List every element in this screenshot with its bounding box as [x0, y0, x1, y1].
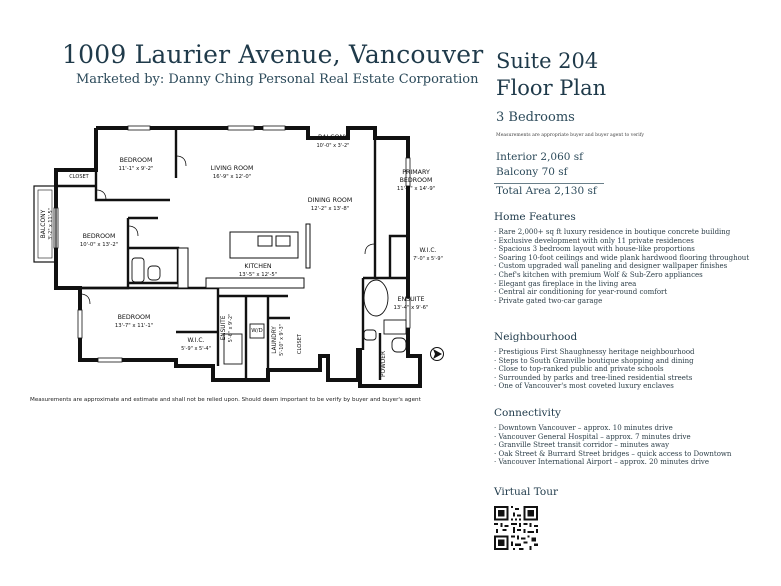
connectivity-list [494, 424, 731, 467]
list-item: · Custom upgraded wall paneling and designer wallpaper finishes [494, 262, 728, 271]
room-balcony-top-name: BALCONY [317, 134, 349, 141]
room-laundry-dims: 5'-10" x 9'-3" [280, 324, 285, 356]
list-item: · Spacious 3 bedroom layout with house-like proportions [494, 245, 695, 254]
area-divider [494, 183, 604, 184]
room-wd-name: W/D [251, 328, 263, 334]
room-primary-dims: 11'-9" x 14'-9" [396, 186, 436, 192]
qr-code-icon[interactable] [494, 506, 538, 550]
room-ensuite1-name: ENSUITE [397, 296, 425, 303]
room-powder-name: POWDER [381, 351, 387, 377]
room-bedroom2-dims: 10'-0" x 13'-2" [79, 242, 119, 248]
room-closet1-name: CLOSET [69, 174, 89, 180]
suite-name: Suite 204 [496, 49, 599, 73]
list-item: · Downtown Vancouver – approx. 10 minutes drive [494, 424, 673, 432]
list-item: · Central air conditioning for year-round comfort [494, 288, 668, 297]
room-wic1-dims: 7'-0" x 5'-9" [413, 256, 443, 262]
room-ensuite2-name: ENSUITE [221, 315, 227, 341]
list-item: · Prestigious First Shaughnessy heritage neighbourhood [494, 348, 695, 356]
list-item: · Surrounded by parks and tree-lined residential streets [494, 373, 693, 382]
list-item: · Close to top-ranked public and private schools [494, 365, 664, 374]
room-primary-name-2: BEDROOM [399, 177, 433, 184]
page-title: 1009 Laurier Avenue, Vancouver [62, 40, 484, 69]
balcony-area: Balcony 70 sf [496, 166, 568, 178]
north-arrow-icon [431, 348, 444, 361]
neighbourhood-title: Neighbourhood [494, 331, 578, 343]
room-kitchen-name: KITCHEN [244, 263, 272, 270]
home-features-list [494, 228, 749, 305]
total-area: Total Area 2,130 sf [496, 185, 597, 197]
neighbourhood-list [494, 348, 695, 391]
room-balcony-side-dims: 3'-2" x 11'-5" [49, 208, 54, 240]
list-item: · Vancouver General Hospital – approx. 7 minutes drive [494, 432, 691, 441]
room-wic1-name: W.I.C. [419, 247, 437, 254]
room-bedroom1-dims: 11'-1" x 9'-2" [118, 166, 154, 172]
list-item: · Chef's kitchen with premium Wolf & Sub-Zero appliances [494, 270, 703, 279]
list-item: · Vancouver International Airport – approx. 20 minutes drive [494, 458, 710, 467]
room-wic2-name: W.I.C. [187, 337, 205, 344]
room-bedroom3-dims: 13'-7" x 11'-1" [114, 323, 154, 329]
list-item: · Oak Street & Burrard Street bridges – quick access to Downtown [494, 449, 732, 458]
interior-area: Interior 2,060 sf [496, 151, 584, 163]
list-item: · One of Vancouver's most coveted luxury enclaves [494, 382, 674, 391]
room-wic2-dims: 5'-9" x 5'-4" [181, 346, 211, 352]
room-ensuite1-dims: 13'-4" x 9'-6" [393, 305, 429, 311]
measurement-note: Measurements are appropriate buyer and buyer agent to verify [496, 133, 644, 138]
list-item: · Rare 2,000+ sq ft luxury residence in boutique concrete building [494, 228, 731, 236]
room-ensuite2-dims: 5'-6" x 9'-2" [229, 313, 234, 343]
room-kitchen-dims: 13'-5" x 12'-5" [238, 272, 278, 278]
home-features-title: Home Features [494, 211, 576, 223]
room-living-name: LIVING ROOM [210, 165, 254, 172]
list-item: · Exclusive development with only 11 private residences [494, 236, 694, 245]
floor-plan-label: Floor Plan [496, 76, 607, 100]
list-item: · Steps to South Granville boutique shopping and dining [494, 356, 694, 365]
list-item: · Granville Street transit corridor – minutes away [494, 441, 670, 450]
room-bedroom3-name: BEDROOM [117, 314, 151, 321]
list-item: · Elegant gas fireplace in the living area [494, 279, 637, 288]
bedroom-count: 3 Bedrooms [496, 110, 575, 125]
room-closet2-name: CLOSET [297, 333, 303, 355]
room-bedroom1-name: BEDROOM [119, 157, 153, 164]
floor-plan [28, 118, 470, 398]
room-bedroom2-name: BEDROOM [82, 233, 116, 240]
room-dining-dims: 12'-2" x 13'-8" [310, 206, 350, 212]
room-balcony-top-dims: 10'-0" x 3'-2" [316, 143, 350, 149]
list-item: · Private gated two-car garage [494, 296, 603, 305]
connectivity-title: Connectivity [494, 407, 561, 419]
room-laundry-name: LAUNDRY [272, 326, 278, 354]
disclaimer: Measurements are approximate and estimate and shall not be relied upon. Should deem important to be verify by buyer and buyer's agent [30, 397, 421, 403]
room-living-dims: 16'-9" x 12'-0" [212, 174, 252, 180]
virtual-tour-label: Virtual Tour [494, 486, 559, 498]
room-dining-name: DINING ROOM [307, 197, 353, 204]
room-primary-name-1: PRIMARY [402, 169, 430, 176]
list-item: · Soaring 10-foot ceilings and wide plank hardwood flooring throughout [494, 253, 750, 262]
marketed-by: Marketed by: Danny Ching Personal Real Estate Corporation [76, 72, 479, 87]
room-balcony-side-name: BALCONY [40, 209, 47, 239]
